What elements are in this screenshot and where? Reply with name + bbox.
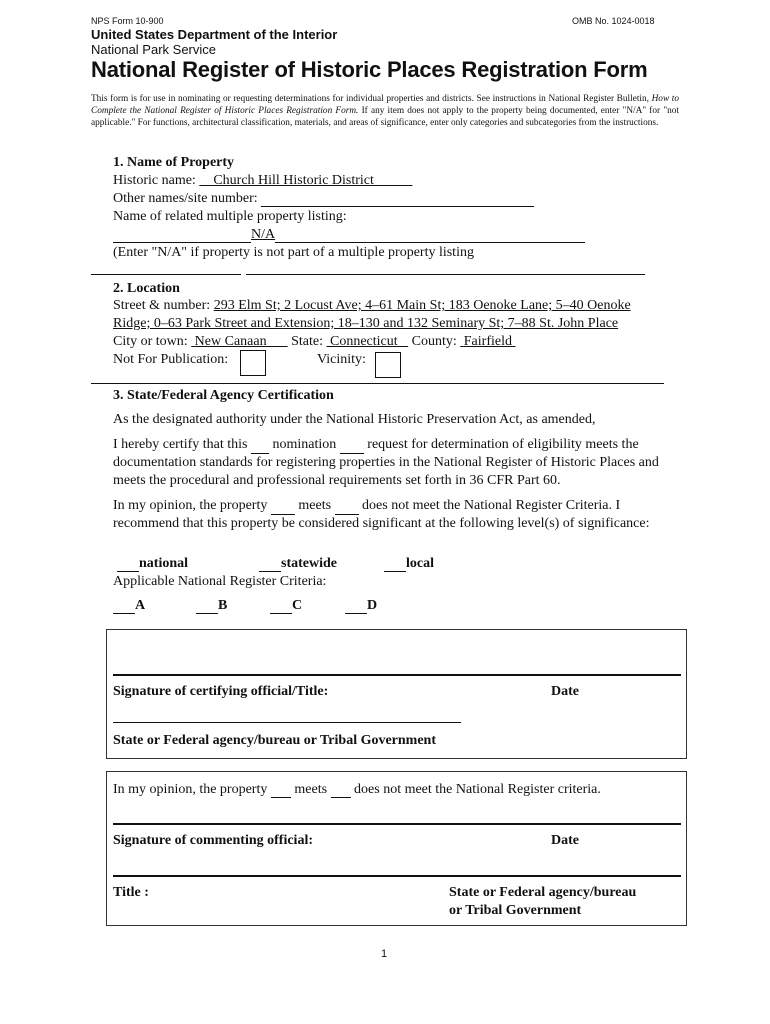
- criteria-b[interactable]: B: [196, 598, 227, 614]
- nomination-blank[interactable]: [251, 439, 269, 454]
- vicinity-checkbox[interactable]: [375, 352, 401, 378]
- does-not-meet-blank[interactable]: [335, 500, 359, 515]
- level-national[interactable]: national: [117, 556, 188, 572]
- divider: [91, 274, 241, 275]
- not-for-publication-checkbox[interactable]: [240, 350, 266, 376]
- level-local[interactable]: local: [384, 556, 434, 572]
- criteria-a[interactable]: A: [113, 598, 145, 614]
- other-names-field[interactable]: [261, 192, 534, 207]
- comment-opinion: In my opinion, the property meets does not meet the National Register criteria.: [113, 782, 601, 797]
- certifying-signature-line[interactable]: [113, 674, 681, 676]
- street-row-2: Ridge; 0–63 Park Street and Extension; 18–130 and 132 Seminary St; 7–88 St. John Place: [113, 316, 619, 331]
- agency-line[interactable]: [113, 722, 461, 723]
- title-line[interactable]: [113, 875, 681, 877]
- commenting-date-label: Date: [551, 833, 579, 848]
- city-value[interactable]: New Canaan: [194, 334, 267, 349]
- commenting-agency-label-2: or Tribal Government: [449, 903, 582, 918]
- divider: [91, 383, 664, 384]
- vicinity-label: Vicinity:: [317, 352, 366, 367]
- related-listing-label: Name of related multiple property listing:: [113, 209, 347, 224]
- historic-name-row: Historic name: Church Hill Historic District: [113, 173, 412, 189]
- meets-blank[interactable]: [271, 500, 295, 515]
- certifying-signature-label: Signature of certifying official/Title:: [113, 684, 329, 699]
- form-number: NPS Form 10-900: [91, 16, 164, 26]
- comment-does-not-meet-blank[interactable]: [331, 783, 351, 798]
- commenting-signature-line[interactable]: [113, 823, 681, 825]
- certification-paragraph: I hereby certify that this nomination request for determination of eligibility meets the documentation standards for registering properties in the National Register of Historic Places and meets the procedural and professional requirements set forth in 36 CFR Part 60.: [113, 437, 659, 488]
- comment-meets-blank[interactable]: [271, 783, 291, 798]
- related-listing-row: [113, 227, 585, 243]
- not-for-publication-label: Not For Publication:: [113, 352, 229, 367]
- county-value[interactable]: Fairfield: [463, 334, 512, 349]
- historic-name-value[interactable]: Church Hill Historic District: [213, 173, 374, 188]
- divider: [246, 274, 645, 275]
- city-state-row: City or town: New Canaan State: Connecticut County: Fairfield: [113, 334, 515, 350]
- multiple-listing-note: (Enter "N/A" if property is not part of a multiple property listing: [113, 245, 474, 260]
- state-value[interactable]: Connecticut: [329, 334, 398, 349]
- opinion-paragraph: In my opinion, the property meets does not meet the National Register Criteria. I recommend that this property be considered significant at the following level(s) of significance:: [113, 498, 650, 531]
- section2-heading: 2. Location: [113, 281, 180, 296]
- agency-name: National Park Service: [91, 42, 216, 57]
- commenting-signature-label: Signature of commenting official:: [113, 833, 313, 848]
- level-statewide[interactable]: statewide: [259, 556, 337, 572]
- street-row-1: Street & number: 293 Elm St; 2 Locust Ave; 4–61 Main St; 183 Oenoke Lane; 5–40 Oenoke: [113, 298, 631, 313]
- certifying-agency-label: State or Federal agency/bureau or Tribal Government: [113, 733, 437, 748]
- criteria-d[interactable]: D: [345, 598, 377, 614]
- criteria-c[interactable]: C: [270, 598, 302, 614]
- request-blank[interactable]: [340, 439, 364, 454]
- other-names-row: Other names/site number:: [113, 191, 534, 207]
- certifying-date-label: Date: [551, 684, 579, 699]
- authority-statement: As the designated authority under the National Historic Preservation Act, as amended,: [113, 412, 596, 427]
- intro-paragraph: This form is for use in nominating or requesting determinations for individual properties and districts. See instructions in National Register Bulletin, How to Complete the National Register of Historic Places Registration Form. If any item does not apply to the property being documented, enter "N/A" for "not applicable." For functions, architectural classification, materials, and areas of significance, enter only categories and subcategories from the instructions.: [91, 94, 679, 128]
- omb-number: OMB No. 1024-0018: [572, 16, 655, 26]
- street-value[interactable]: 293 Elm St; 2 Locust Ave; 4–61 Main St; 183 Oenoke Lane; 5–40 Oenoke: [213, 298, 631, 313]
- commenting-agency-label-1: State or Federal agency/bureau: [449, 885, 637, 900]
- department-name: United States Department of the Interior: [91, 27, 338, 42]
- criteria-label: Applicable National Register Criteria:: [113, 574, 327, 589]
- commenting-title-label: Title :: [113, 885, 149, 900]
- section3-heading: 3. State/Federal Agency Certification: [113, 388, 334, 403]
- section1-heading: 1. Name of Property: [113, 155, 235, 170]
- related-listing-value[interactable]: N/A: [251, 227, 276, 242]
- page-title: National Register of Historic Places Registration Form: [91, 57, 648, 82]
- page-number: 1: [381, 948, 388, 960]
